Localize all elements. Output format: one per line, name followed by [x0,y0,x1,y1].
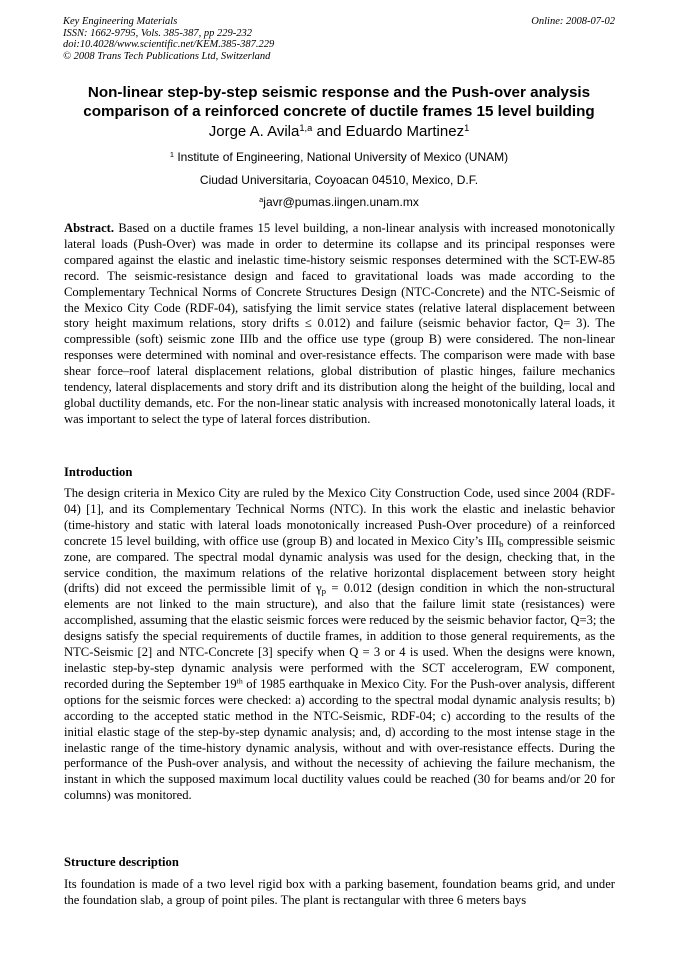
affiliation-institute: Institute of Engineering, National University of Mexico (UNAM) [174,150,509,164]
introduction-heading: Introduction [64,465,133,479]
intro-sub-b: b [499,538,504,549]
structure-paragraph: Its foundation is made of a two level rigid box with a parking basement, foundation beams grid, and under the foundation slab, a group of point piles. The plant is rectangular with three 6 meters bays [64,877,615,907]
author-line [0,123,678,140]
intro-part-4: of 1985 earthquake in Mexico City. For the Push-over analysis, different options for the seismic forces were checked: a) according to the spectral modal dynamic analysis results; b) according to the accepted static method in the NTC-Seismic, RDF-04; c) according to the results of the initial elastic stage of the step-by-step dynamic analysis; and, d) according to the most intense stage in the inelastic range of the time-history dynamic analysis, without and with over-resistance effects. During the performance of the Push-over analysis, and without the necessity of achieving the failure mechanism, the instant in which the supposed maximum local ductility values could be reached (30 for beams and/or 20 for columns) was monitored. [64,676,615,803]
affiliation-line-2: Ciudad Universitaria, Coyoacan 04510, Mexico, D.F. [199,173,479,187]
author-2: Eduardo Martinez [345,123,465,140]
abstract-label: Abstract. [64,221,115,235]
issn-line: ISSN: 1662-9795, Vols. 385-387, pp 229-232 [63,27,252,39]
copyright-line: © 2008 Trans Tech Publications Ltd, Switzerland [63,50,271,62]
title-line-2: comparison of a reinforced concrete of ductile frames 15 level building [83,103,595,120]
author-1: Jorge A. Avila [208,123,300,140]
intro-part-1: The design criteria in Mexico City are ruled by the Mexico City Construction Code, used since 2004 (RDF-04) [1], and its Complementary Technical Norms (NTC). In this work the elastic and inelastic behavior (time-history and static with lateral loads monotonically increased Push-Over procedure) of a reinforced concrete 15 level building, with office use (group B) and located in Mexico City’s III [64,486,615,548]
abstract-text: Based on a ductile frames 15 level building, a non-linear analysis with increased monotonically lateral loads (Push-Over) was made in order to determine its collapse and its principal responses were compared against the elastic and inelastic time-history seismic responses determined with the SCT-EW-85 record. The seismic-resistance design and faced to gravitational loads was made according to the Complementary Technical Norms of Concrete Structures Design (NTC-Concrete) and the NTC-Seismic of the Mexico City Code (RDF-04), satisfying the limit service states (relative lateral displacement between story height maximum relations, story drifts ≤ 0.012) and failure (seismic behavior factor, Q= 3). The compressible (soft) seismic zone IIIb and the office use type (group B) were considered. The non-linear responses were determined with nominal and over-resistance effects. The comparison were made with base shear force–roof lateral displacement relations, global distribution of plastic hinges, failure mechanics tendency, lateral displacements and story drift and its distribution along the height of the building, local and global ductility demands, etc. For the non-linear static analysis with increased monotonically lateral loads, it was important to select the type of lateral forces distribution. [64,221,615,426]
author-2-marks: 1 [464,122,470,133]
affiliation-mark: 1 [169,149,174,159]
structure-heading: Structure description [64,855,179,869]
title-line-1: Non-linear step-by-step seismic response and the Push-over analysis [87,84,591,101]
affiliation-line-1 [0,150,678,164]
doi-line: doi:10.4028/www.scientific.net/KEM.385-387.229 [63,39,275,50]
abstract [64,221,615,428]
structure-text [64,877,615,909]
affiliation-email-line [0,195,678,209]
email-mark: a [259,194,264,204]
intro-part-2: compressible seismic zone, are compared. The spectral modal dynamic analysis was used for the design, checking that, in the service condition, the maximum relations of the relative horizontal displacement between story height (drifts) did not exceed the permissible limit of γ [64,533,615,596]
intro-part-3: = 0.012 (design condition in which the non-structural elements are not linked to the main structure), and also that the failure limit state (resistances) were accomplished, assuming that the elastic seismic forces were reduced by the seismic behavior factor, Q=3; the designs satisfy the special requirements of ductile frames, in addition to those general requirements, as the NTC-Seismic [2] and NTC-Concrete [3] specify when Q = 3 or 4 is used. When the designs were known, inelastic step-by-step dynamic analysis were performed with the SCT accelerogram, EW component, recorded during the September 19 [64,581,615,691]
intro-sub-p: p [321,586,327,597]
author-1-marks: 1,a [299,122,313,133]
paper-title [40,83,638,121]
introduction-text [64,486,615,804]
online-date: Online: 2008-07-02 [531,16,615,27]
intro-sup-th: th [236,676,243,686]
journal-name: Key Engineering Materials [63,16,178,27]
author-and: and [312,123,346,140]
author-email: javr@pumas.iingen.unam.mx [263,195,419,209]
journal-header [63,16,615,62]
